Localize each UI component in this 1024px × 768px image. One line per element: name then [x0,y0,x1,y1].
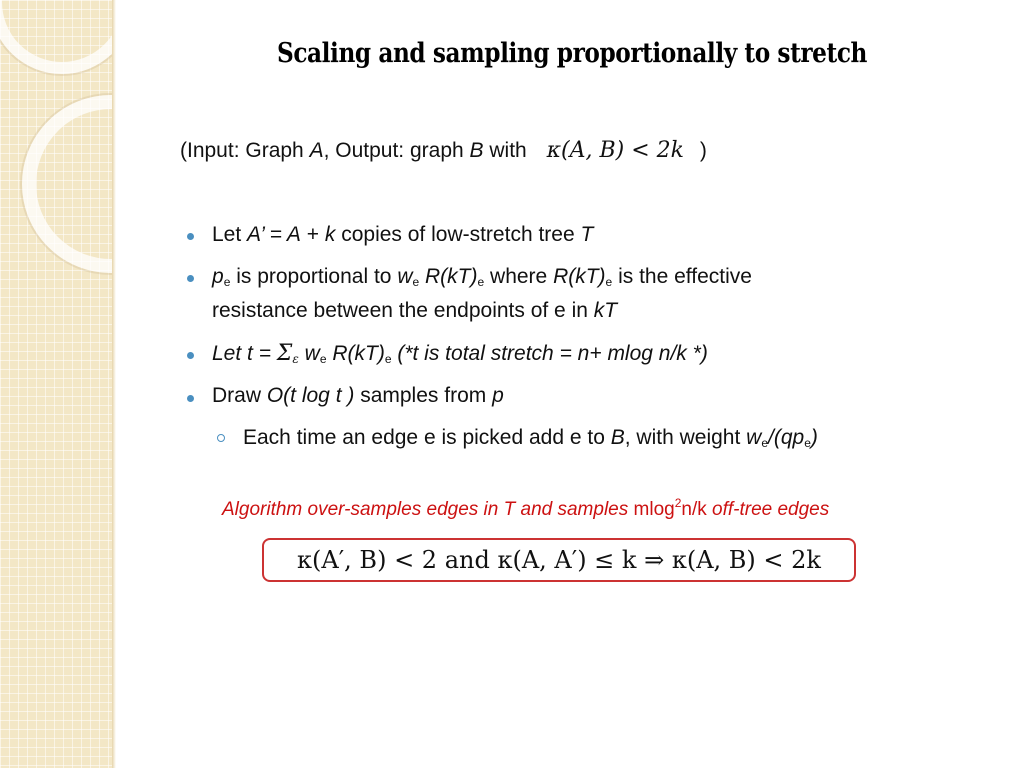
bullet-item-copies: Let A’ = A + k copies of low-stretch tree T [212,223,594,246]
decorative-ring [22,95,112,273]
decorative-ring [0,0,112,74]
sub-bullet-icon [217,434,225,442]
slide-title: Scaling and sampling proportionally to stretch [277,38,867,69]
bullet-icon [187,395,194,402]
input-output-line: (Input: Graph A, Output: graph B with κ(A, B) < 2k ) [180,138,707,163]
bullet-item-proportional: $p_e$ is proportional to $w_e$ $R(kT)_e$ where $R(kT)_e$ is the effective [212,265,752,289]
bullet-icon [187,233,194,240]
bullet-icon [187,275,194,282]
bullet-item-draw-samples: Draw O(t log t ) samples from p [212,384,504,407]
decorative-side-band [0,0,112,768]
kappa-formula: κ(A, B) < 2k [546,138,684,163]
bullet-icon [187,352,194,359]
boxed-formula: κ(A′, B) < 2 and κ(A, A′) ≤ k ⇒ κ(A, B) < 2k [262,538,856,582]
algorithm-note: Algorithm over-samples edges in T and samples mlog$^2$n/k off-tree edges [222,496,830,520]
band-edge [112,0,116,768]
sub-bullet-item-weight: Each time an edge e is picked add e to B, with weight $w_e/(qp_e)$ [243,426,818,450]
bullet-item-total-stretch: Let $t = \Sigma_\varepsilon$ $w_e$ $R(kT)_e$ (*t is total stretch = n+ mlog n/k *) [212,341,708,366]
bullet-item-proportional-cont: resistance between the endpoints of e in kT [212,299,618,322]
